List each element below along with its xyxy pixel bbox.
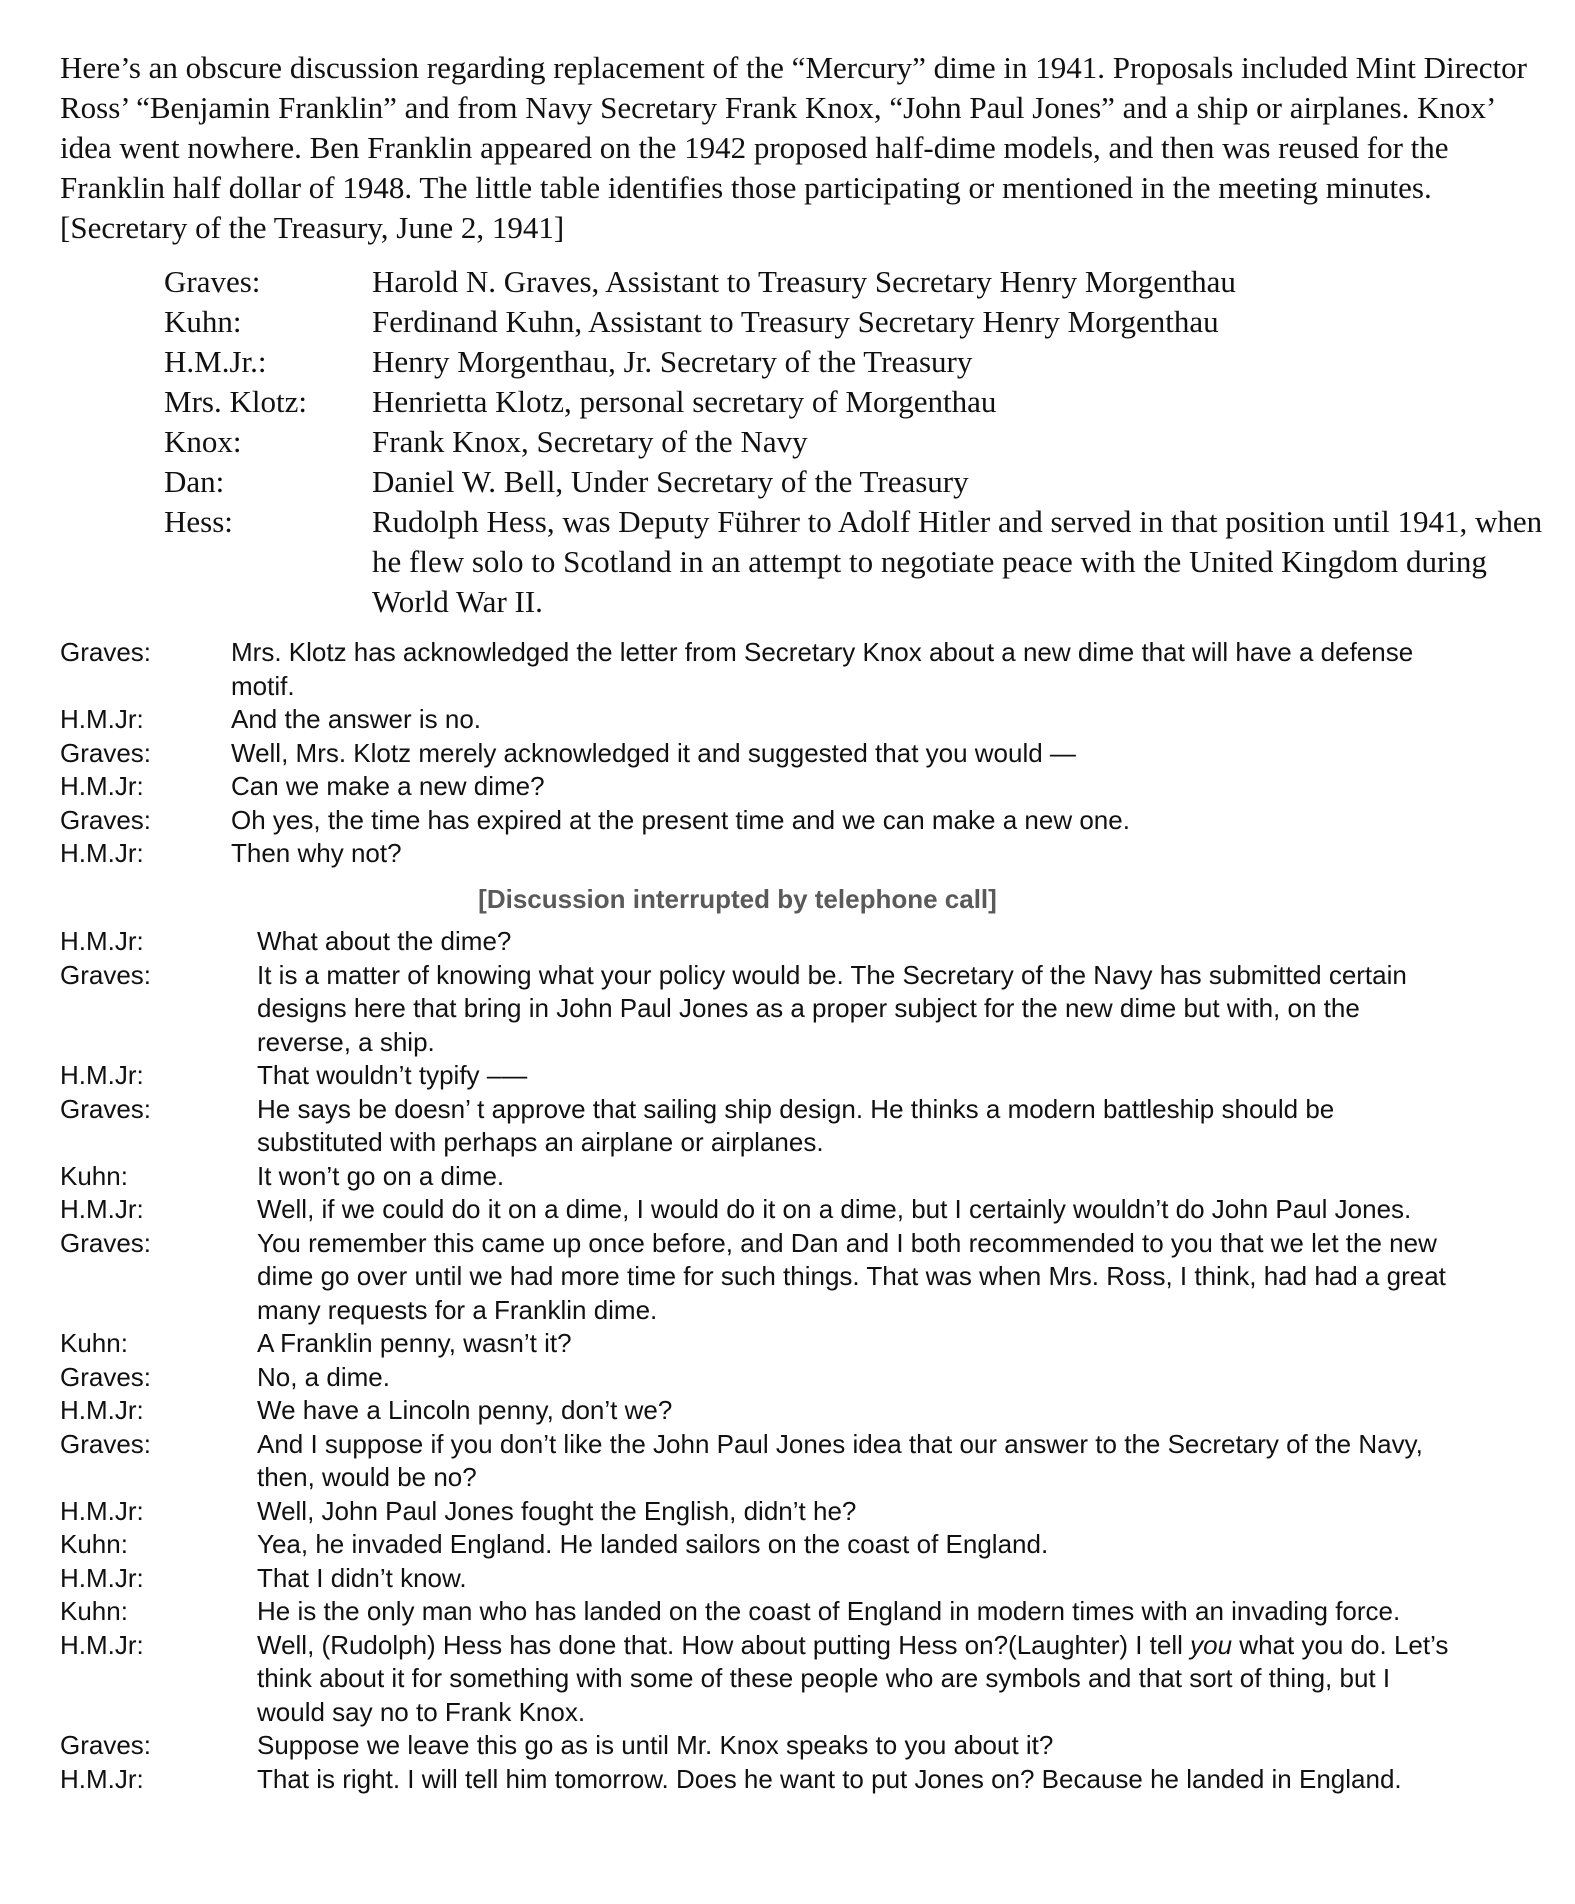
dialog-text: Can we make a new dime? — [231, 771, 545, 801]
participant-key: Hess: — [164, 504, 233, 539]
dialog-text: Then why not? — [231, 838, 402, 868]
dialog-line — [60, 837, 1520, 871]
dialog-text: Well, John Paul Jones fought the English, didn’t he? — [257, 1495, 857, 1526]
dialog-text: And the answer is no. — [231, 704, 482, 734]
dialog-text: Mrs. Klotz has acknowledged the letter from Secretary Knox about a new dime that will have a defense motif. — [231, 637, 1414, 701]
dialog-text: What about the dime? — [257, 926, 512, 956]
dialog-text: Well, Mrs. Klotz merely acknowledged it and suggested that you would — — [231, 737, 1076, 768]
dialog-text: He is the only man who has landed on the coast of England in modern times with an invading force. — [257, 1596, 1401, 1626]
participant-row — [164, 502, 1544, 622]
dialog-line — [60, 1495, 1520, 1529]
speaker-label: Graves: — [60, 1428, 152, 1459]
speaker-label: Graves: — [60, 1093, 152, 1124]
dialog-line — [60, 1193, 1520, 1227]
participant-key: H.M.Jr.: — [164, 344, 267, 379]
dialog-line — [60, 1394, 1520, 1428]
speaker-label: H.M.Jr: — [60, 704, 144, 734]
speaker-label: Kuhn: — [60, 1596, 128, 1626]
dialog-line — [60, 703, 1520, 737]
speaker-label: H.M.Jr: — [60, 1763, 144, 1794]
speaker-label: H.M.Jr: — [60, 1194, 144, 1224]
dialog-text: It won’t go on a dime. — [257, 1160, 505, 1191]
speaker-label: Graves: — [60, 1227, 152, 1258]
dialog-line — [60, 1327, 1520, 1361]
dialog-text: No, a dime. — [257, 1361, 390, 1392]
intro-paragraph: Here’s an obscure discussion regarding replacement of the “Mercury” dime in 1941. Proposals included Mint Director Ross’ “Benjamin Franklin” and from Navy Secretary Frank Knox, “John Paul Jones” and a ship or airplanes. Knox’ idea went nowhere. Ben Franklin appeared on the 1942 proposed half-dime models, and then was reused for the Franklin half dollar of 1948. The little table identifies those participating or mentioned in the meeting minutes. [Secretary of the Treasury, June 2, 1941] — [60, 50, 1527, 245]
dialog-line — [60, 1562, 1520, 1596]
participant-description: Ferdinand Kuhn, Assistant to Treasury Secretary Henry Morgenthau — [372, 304, 1219, 339]
dialog-line — [60, 959, 1520, 1060]
speaker-label: H.M.Jr: — [60, 1562, 144, 1593]
speaker-label: Kuhn: — [60, 1328, 128, 1358]
speaker-label: Graves: — [60, 1730, 152, 1760]
dialog-text: A Franklin penny, wasn’t it? — [257, 1328, 572, 1358]
dialog-line — [60, 1763, 1520, 1797]
dialog-text: That I didn’t know. — [257, 1562, 467, 1593]
dialog-text: Yea, he invaded England. He landed sailors on the coast of England. — [257, 1529, 1049, 1559]
speaker-label: H.M.Jr: — [60, 1495, 144, 1526]
speaker-label: Kuhn: — [60, 1529, 128, 1559]
speaker-label: Graves: — [60, 804, 152, 835]
dialog-text: Well, if we could do it on a dime, I would do it on a dime, but I certainly wouldn’t do John Paul Jones. — [257, 1194, 1412, 1224]
speaker-label: Graves: — [60, 1361, 152, 1392]
dialog-text-part: Well, (Rudolph) Hess has done that. How about putting Hess on?(Laughter) I tell — [257, 1629, 1191, 1660]
participant-description: Harold N. Graves, Assistant to Treasury Secretary Henry Morgenthau — [372, 264, 1236, 299]
participant-row — [164, 382, 1544, 422]
participant-row — [164, 422, 1544, 462]
participant-key: Mrs. Klotz: — [164, 384, 307, 419]
participant-description: Henrietta Klotz, personal secretary of Morgenthau — [372, 384, 997, 419]
speaker-label: Graves: — [60, 959, 152, 990]
participant-description: Frank Knox, Secretary of the Navy — [372, 424, 808, 459]
participant-row — [164, 462, 1544, 502]
participants-table — [164, 262, 1544, 622]
speaker-label: H.M.Jr: — [60, 926, 144, 956]
dialog-text: We have a Lincoln penny, don’t we? — [257, 1395, 673, 1425]
emphasized-word: you — [1190, 1629, 1233, 1660]
dialog-text: He says be doesn’ t approve that sailing ship design. He thinks a modern battleship should be substituted with perhaps an airplane or airplanes. — [257, 1093, 1335, 1157]
dialog-line — [60, 925, 1520, 959]
participant-row — [164, 302, 1544, 342]
dialog-text — [257, 1629, 1520, 1730]
dialog-line — [60, 770, 1520, 804]
participant-row — [164, 262, 1544, 302]
dialog-text: It is a matter of knowing what your policy would be. The Secretary of the Navy has submitted certain designs here that bring in John Paul Jones as a proper subject for the new dime but with, on the reverse, a ship. — [257, 959, 1407, 1057]
dialog-line — [60, 636, 1520, 703]
dialog-text: Suppose we leave this go as is until Mr. Knox speaks to you about it? — [257, 1730, 1054, 1760]
participant-description: Daniel W. Bell, Under Secretary of the Treasury — [372, 464, 969, 499]
dialog-line — [60, 1361, 1520, 1395]
speaker-label: H.M.Jr: — [60, 838, 144, 868]
dialog-text: That is right. I will tell him tomorrow. Does he want to put Jones on? Because he landed in England. — [257, 1763, 1402, 1794]
participant-key: Kuhn: — [164, 304, 242, 339]
dialog-text-part: what you do. Let’s think about it for something with some of these people who are symbols and that sort of thing, but I would say no to Frank Knox. — [257, 1629, 1449, 1727]
interruption-note: [Discussion interrupted by telephone call] — [478, 884, 997, 914]
dialog-text: Oh yes, the time has expired at the present time and we can make a new one. — [231, 804, 1130, 835]
participant-key: Dan: — [164, 464, 225, 499]
dialog-line — [60, 1059, 1520, 1093]
dialog-line — [60, 1093, 1520, 1160]
participant-description: Henry Morgenthau, Jr. Secretary of the Treasury — [372, 344, 973, 379]
participant-key: Graves: — [164, 264, 261, 299]
participant-row — [164, 342, 1544, 382]
dialog-line — [60, 737, 1520, 771]
dialog-line — [60, 1428, 1520, 1495]
speaker-label: Graves: — [60, 737, 152, 768]
dialog-line — [60, 804, 1520, 838]
participant-key: Knox: — [164, 424, 242, 459]
dialog-line — [60, 1629, 1520, 1730]
speaker-label: Kuhn: — [60, 1160, 128, 1191]
dialog-text: And I suppose if you don’t like the John Paul Jones idea that our answer to the Secretary of the Navy, then, would be no? — [257, 1428, 1423, 1492]
dialog-part-2 — [60, 925, 1520, 1796]
dialog-part-1 — [60, 636, 1520, 871]
dialog-line — [60, 1528, 1520, 1562]
speaker-label: Graves: — [60, 637, 152, 667]
dialog-text: That wouldn’t typify –— — [257, 1060, 528, 1090]
speaker-label: H.M.Jr: — [60, 1395, 144, 1425]
dialog-line — [60, 1595, 1520, 1629]
participant-description: Rudolph Hess, was Deputy Führer to Adolf Hitler and served in that position until 1941, when he flew solo to Scotland in an attempt to negotiate peace with the United Kingdom during World War II. — [372, 504, 1543, 619]
dialog-line — [60, 1227, 1520, 1328]
dialog-line — [60, 1160, 1520, 1194]
dialog-text: You remember this came up once before, and Dan and I both recommended to you that we let the new dime go over until we had more time for such things. That was when Mrs. Ross, I think, had had a great many requests for a Franklin dime. — [257, 1227, 1446, 1325]
speaker-label: H.M.Jr: — [60, 1629, 144, 1660]
speaker-label: H.M.Jr: — [60, 771, 144, 801]
dialog-line — [60, 1729, 1520, 1763]
speaker-label: H.M.Jr: — [60, 1060, 144, 1090]
